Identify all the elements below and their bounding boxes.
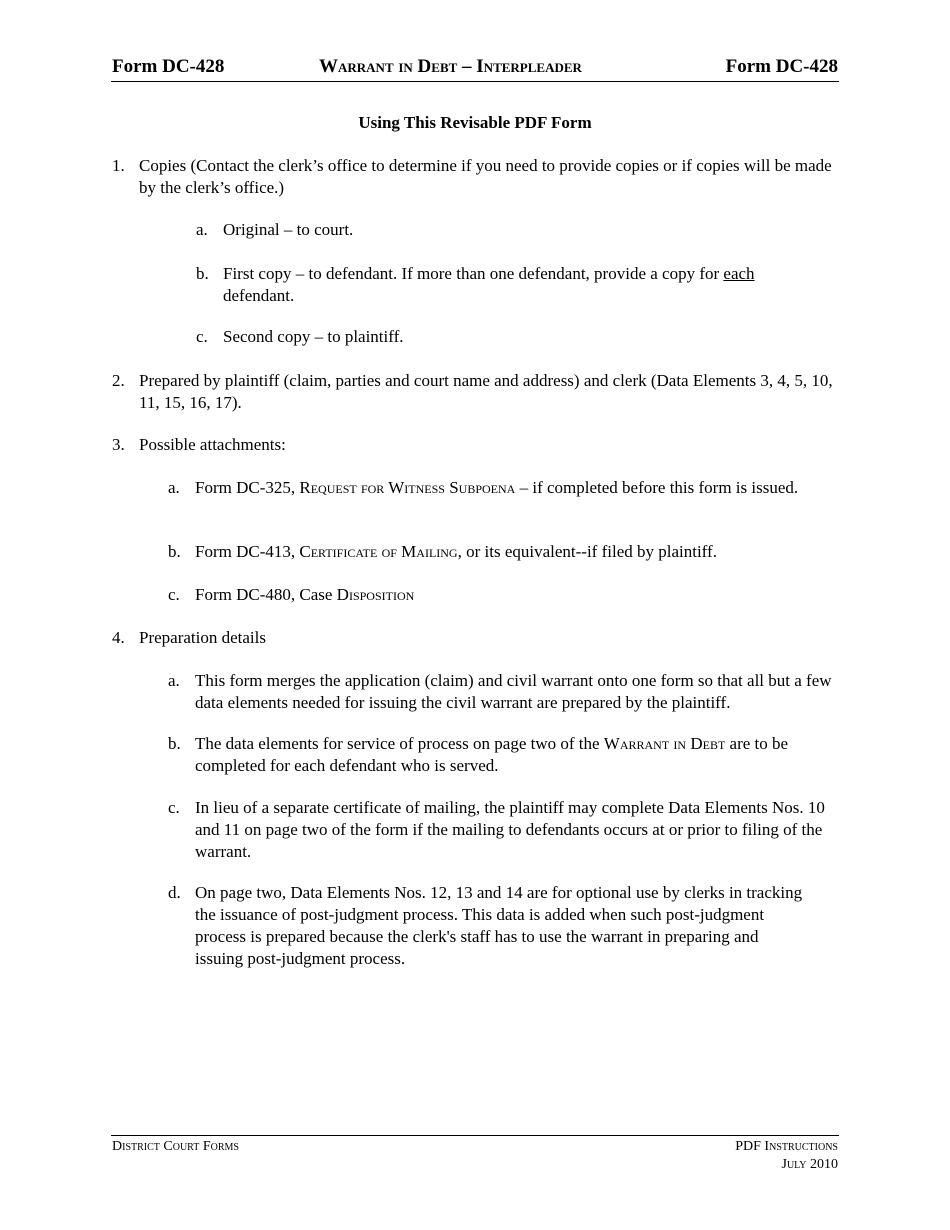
subitem-text: Form DC-325, Request for Witness Subpoena – if completed before this form is issued. [195,478,799,497]
item-text: Preparation details [139,628,266,647]
item-number: 4. [112,628,125,647]
subitem-text: Second copy – to plaintiff. [223,327,404,346]
subitem-text: First copy – to defendant. If more than one defendant, provide a copy for each defendant. [223,264,755,305]
subitem-text: The data elements for service of process on page two of the Warrant in Debt are to be completed for each defendant who is served. [195,734,789,775]
subitem-text: Form DC-413, Certificate of Mailing, or its equivalent--if filed by plaintiff. [195,542,717,561]
item-number: 3. [112,435,125,454]
subitem-text: This form merges the application (claim) and civil warrant onto one form so that all but a few data elements needed for issuing the civil warrant are prepared by the plaintiff. [195,671,832,712]
page-footer [111,1135,839,1172]
footer-right: PDF Instructions July 2010 [735,1139,838,1172]
item-number: 2. [112,371,125,390]
subitem-text: Original – to court. [223,220,354,239]
subitem-text: On page two, Data Elements Nos. 12, 13 and 14 are for optional use by clerks in tracking the issuance of post-judgment process. This data is added when such post-judgment process is prepared because the clerk's staff has to use the warrant in preparing and issuing post-judgment process. [195,883,803,968]
page-title: Using This Revisable PDF Form [358,113,592,132]
underlined-word: each [723,264,755,283]
subitem-letter: a. [168,478,180,497]
subitem-letter: c. [168,798,180,817]
subitem-text: In lieu of a separate certificate of mailing, the plaintiff may complete Data Elements Nos. 10 and 11 on page two of the form if the mailing to defendants occurs at or prior to filing of the warrant. [195,798,825,861]
subitem-letter: b. [196,264,209,283]
item-text: Prepared by plaintiff (claim, parties and court name and address) and clerk (Data Elements 3, 4, 5, 10, 11, 15, 16, 17). [139,371,833,412]
page-header [111,56,839,82]
item-text: Possible attachments: [139,435,286,454]
subitem-letter: d. [168,883,181,902]
subitem-letter: a. [196,220,208,239]
form-number-right: Form DC-428 [725,56,838,77]
item-number: 1. [112,156,125,175]
subitem-letter: c. [196,327,208,346]
form-number-left: Form DC-428 [112,56,225,77]
footer-left: District Court Forms [112,1139,239,1154]
subitem-letter: a. [168,671,180,690]
subitem-letter: b. [168,542,181,561]
subitem-text: Form DC-480, Case Disposition [195,585,415,604]
form-title: Warrant in Debt – Interpleader [319,56,582,77]
subitem-letter: c. [168,585,180,604]
subitem-letter: b. [168,734,181,753]
item-text: Copies (Contact the clerk’s office to determine if you need to provide copies or if copies will be made by the clerk’s office.) [139,156,832,197]
